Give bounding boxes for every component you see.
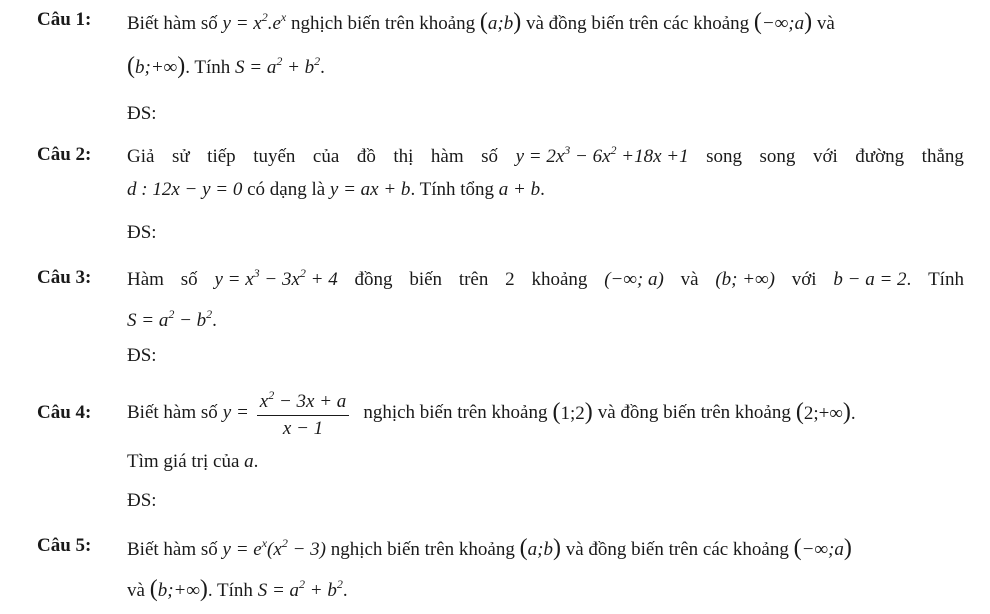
question-text-line-1 bbox=[127, 535, 964, 563]
text: . bbox=[253, 451, 259, 472]
text: . Tính bbox=[207, 580, 253, 601]
math: d : 12x − y = 0 bbox=[127, 179, 243, 200]
math: (a;b) bbox=[479, 9, 522, 35]
text: . bbox=[342, 580, 348, 601]
text: Biết hàm số bbox=[127, 539, 218, 560]
math: (−∞;a) bbox=[793, 535, 852, 561]
text: song bbox=[759, 146, 796, 167]
answer-label: ĐS: bbox=[127, 490, 157, 511]
text: số bbox=[180, 269, 198, 290]
text: số bbox=[481, 146, 499, 167]
math: (2;+∞). bbox=[795, 399, 856, 425]
math: $S = a^2 + b^2$ bbox=[235, 54, 321, 78]
question-text-line-1 bbox=[127, 267, 964, 293]
text: và đồng biến trên khoảng bbox=[597, 402, 791, 423]
text: thẳng bbox=[921, 146, 964, 167]
text: . Tính tổng bbox=[410, 179, 495, 200]
text: sử bbox=[171, 146, 190, 167]
question-label: Câu 4: bbox=[37, 402, 92, 423]
text: và đồng biến trên các khoảng bbox=[565, 539, 789, 560]
math: y = bbox=[222, 402, 249, 423]
question-text-line-2 bbox=[127, 53, 964, 81]
text: Hàm bbox=[127, 269, 164, 290]
text: nghịch biến trên khoảng bbox=[363, 402, 548, 423]
question-label: Câu 1: bbox=[37, 9, 92, 30]
fraction-numerator: $x^2 - 3x + a$ bbox=[257, 391, 350, 416]
math: (1;2) bbox=[552, 399, 593, 425]
math: (−∞;a) bbox=[753, 9, 813, 35]
text: Tìm giá trị của bbox=[127, 451, 240, 472]
question-text-line-1 bbox=[127, 9, 964, 37]
text: Giả bbox=[127, 146, 155, 167]
text: biến bbox=[409, 269, 443, 290]
text: với bbox=[812, 146, 838, 167]
question-text-line-1 bbox=[127, 388, 964, 438]
text: 2 bbox=[505, 269, 515, 290]
text: và bbox=[680, 269, 699, 290]
text: với bbox=[791, 269, 817, 290]
text: song bbox=[706, 146, 743, 167]
question-text-line-2 bbox=[127, 576, 964, 604]
math: y = ax + b bbox=[329, 179, 411, 200]
text: Tính bbox=[928, 269, 964, 290]
math: (b;+∞) bbox=[127, 53, 186, 79]
text: nghịch biến trên khoảng bbox=[290, 13, 476, 34]
question-label: Câu 2: bbox=[37, 144, 92, 165]
math: (b; +∞) bbox=[715, 269, 775, 290]
answer-label: ĐS: bbox=[127, 222, 157, 243]
text: và đồng biến trên các khoảng bbox=[525, 13, 750, 34]
math: b − a = 2. bbox=[833, 269, 912, 290]
math: (−∞; a) bbox=[604, 269, 664, 290]
answer-label: ĐS: bbox=[127, 345, 157, 366]
text: tiếp bbox=[207, 146, 236, 167]
question-text-line-2 bbox=[127, 308, 964, 334]
text: . Tính bbox=[185, 57, 231, 78]
question-text-line-1 bbox=[127, 144, 964, 170]
text: tuyến bbox=[253, 146, 296, 167]
math: $y = e^x(x^2 - 3)$ bbox=[222, 536, 326, 560]
text: Biết hàm số bbox=[127, 13, 218, 34]
text: có dạng là bbox=[247, 179, 326, 200]
text: đồng bbox=[354, 269, 393, 290]
text: đường bbox=[855, 146, 905, 167]
math: a bbox=[244, 451, 254, 472]
math: $y = x^3 - 3x^2 + 4$ bbox=[214, 266, 338, 290]
math: (a;b) bbox=[519, 535, 561, 561]
math: $S = a^2 + b^2$ bbox=[257, 577, 343, 601]
math: (b;+∞) bbox=[149, 576, 208, 602]
answer-label: ĐS: bbox=[127, 103, 157, 124]
text: trên bbox=[458, 269, 489, 290]
fraction-denominator: x − 1 bbox=[282, 417, 324, 439]
math: $S = a^2 - b^2$ bbox=[127, 307, 213, 331]
text: của bbox=[312, 146, 340, 167]
math: $y = x^2.e^x$ bbox=[222, 10, 287, 34]
question-label: Câu 3: bbox=[37, 267, 92, 288]
text: và bbox=[816, 13, 835, 34]
text: Biết hàm số bbox=[127, 402, 218, 423]
math: $y = 2x^3 - 6x^2 +18x +1$ bbox=[515, 143, 689, 167]
text: . bbox=[320, 57, 325, 78]
text: và bbox=[127, 580, 145, 601]
question-text-line-2 bbox=[127, 177, 964, 203]
text: khoảng bbox=[531, 269, 588, 290]
question-label: Câu 5: bbox=[37, 535, 92, 556]
text: nghịch biến trên khoảng bbox=[330, 539, 515, 560]
question-text-line-2 bbox=[127, 449, 964, 475]
text: đồ bbox=[356, 146, 376, 167]
math: a + b bbox=[498, 179, 541, 200]
fraction bbox=[257, 387, 350, 440]
text: hàm bbox=[430, 146, 464, 167]
text: . bbox=[212, 310, 217, 331]
text: thị bbox=[393, 146, 414, 167]
text: . bbox=[540, 179, 545, 200]
